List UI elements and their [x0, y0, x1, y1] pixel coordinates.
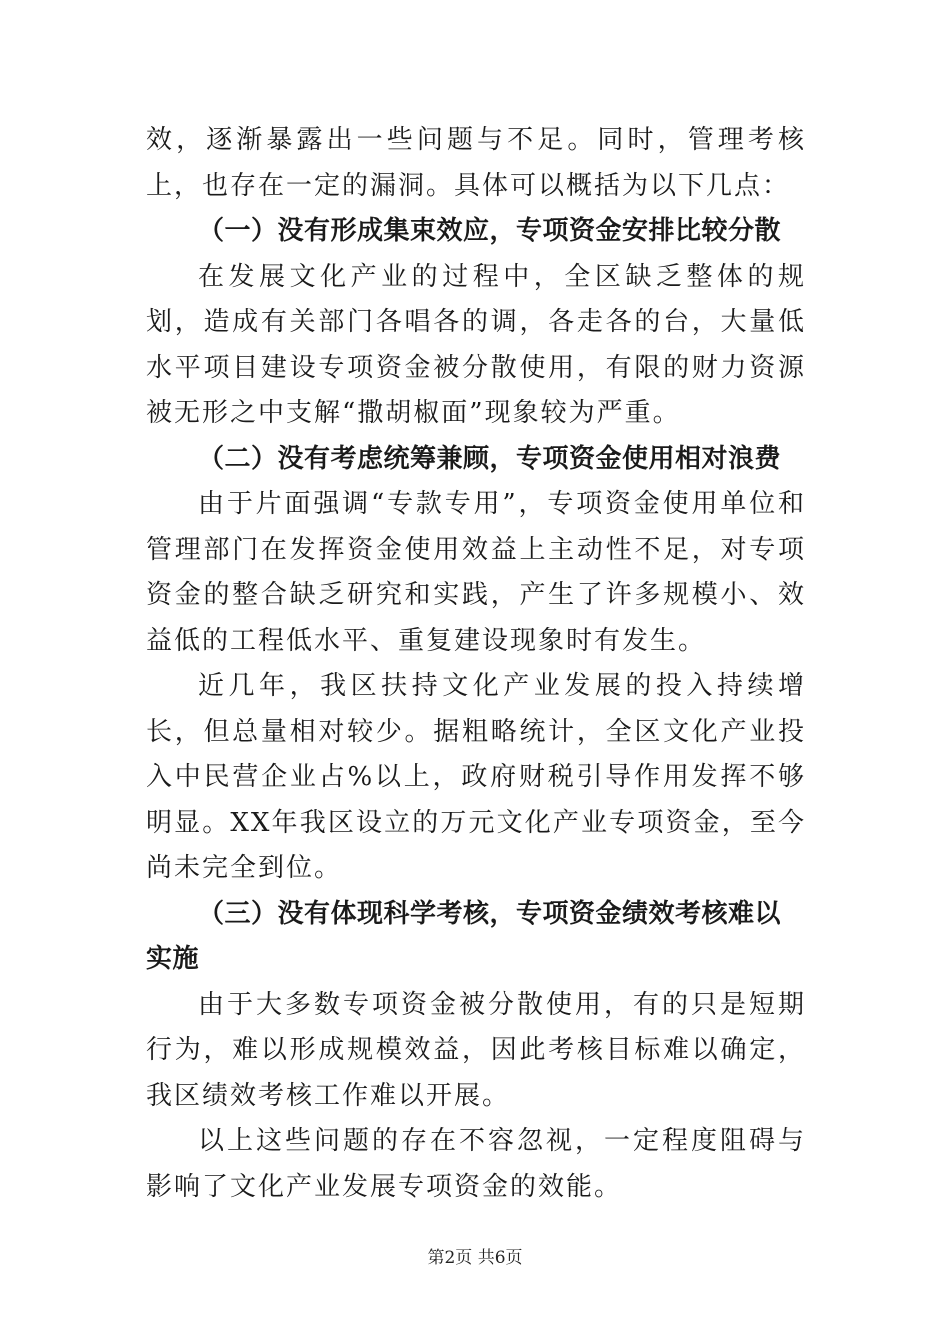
section-heading-1: （一）没有形成集束效应，专项资金安排比较分散	[198, 216, 782, 246]
paragraph-section-1: 在发展文化产业的过程中，全区缺乏整体的规划，造成有关部门各唱各的调，各走各的台，大量低水平项目建设专项资金被分散使用，有限的财力资源被无形之中支解“撒胡椒面”现象较为严重。	[146, 261, 806, 428]
section-heading-2: （二）没有考虑统筹兼顾，专项资金使用相对浪费	[198, 443, 782, 474]
paragraph-section-2a: 由于片面强调“专款专用”，专项资金使用单位和管理部门在发挥资金使用效益上主动性不足，对专项资金的整合缺乏研究和实践，产生了许多规模小、效益低的工程低水平、重复建设现象时有发生。	[146, 489, 806, 656]
page-number-footer: 第2页 共6页	[427, 1248, 523, 1268]
document-body	[146, 118, 806, 1210]
paragraph-section-3: 由于大多数专项资金被分散使用，有的只是短期行为，难以形成规模效益，因此考核目标难以确定，我区绩效考核工作难以开展。	[146, 989, 806, 1111]
section-heading-3: （三）没有体现科学考核，专项资金绩效考核难以实施	[146, 898, 782, 974]
paragraph-intro: 效，逐渐暴露出一些问题与不足。同时，管理考核上，也存在一定的漏洞。具体可以概括为以下几点：	[146, 125, 806, 201]
paragraph-conclusion: 以上这些问题的存在不容忽视，一定程度阻碍与影响了文化产业发展专项资金的效能。	[146, 1126, 806, 1202]
paragraph-section-2b: 近几年，我区扶持文化产业发展的投入持续增长，但总量相对较少。据粗略统计，全区文化产业投入中民营企业占%以上，政府财税引导作用发挥不够明显。XX年我区设立的万元文化产业专项资金，至今尚未完全到位。	[146, 671, 806, 883]
